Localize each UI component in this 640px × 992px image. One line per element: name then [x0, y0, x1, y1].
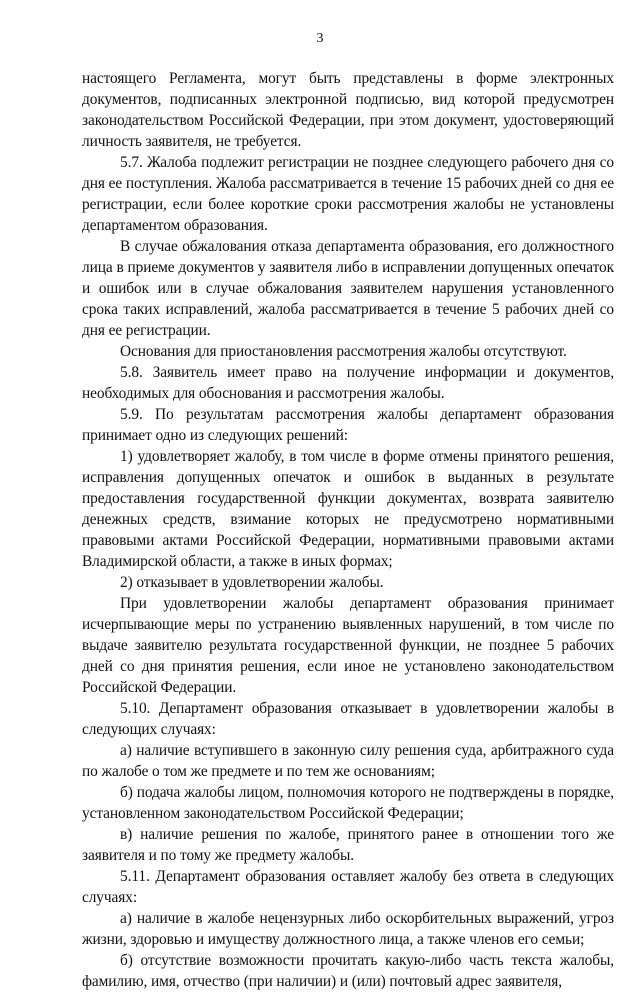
document-body	[82, 68, 614, 992]
list-item-5-10-b: б) подача жалобы лицом, полномочия которого не подтверждены в порядке, установленном законодательством Российской Федерации;	[82, 784, 614, 822]
list-item-5-11-a: а) наличие в жалобе нецензурных либо оскорбительных выражений, угроз жизни, здоровью и имуществу должностного лица, а также членов его семьи;	[82, 910, 614, 948]
list-item-5-11-b: б) отсутствие возможности прочитать какую-либо часть текста жалобы, фамилию, имя, отчество (при наличии) и (или) почтовый адрес заявителя,	[82, 952, 614, 990]
list-item-5-10-c: в) наличие решения по жалобе, принятого ранее в отношении того же заявителя и по тому же предмету жалобы.	[82, 826, 614, 864]
paragraph-5-10: 5.10. Департамент образования отказывает в удовлетворении жалобы в следующих случаях:	[82, 700, 614, 738]
paragraph-5-7: 5.7. Жалоба подлежит регистрации не позднее следующего рабочего дня со дня ее поступления. Жалоба рассматривается в течение 15 рабочих дней со дня ее регистрации, если более короткие сроки рассмотрения жалобы не установлены департаментом образования.	[82, 154, 614, 234]
paragraph-no-suspension: Основания для приостановления рассмотрения жалобы отсутствуют.	[120, 343, 567, 360]
list-item-5-9-1: 1) удовлетворяет жалобу, в том числе в форме отмены принятого решения, исправления допущенных опечаток и ошибок в выданных в результате предоставления государственной функции документах, возврата заявителю денежных средств, взимание которых не предусмотрено нормативными правовыми актами Российской Федерации, нормативными правовыми актами Владимирской области, а также в иных формах;	[82, 448, 614, 570]
paragraph-5-11: 5.11. Департамент образования оставляет жалобу без ответа в следующих случаях:	[82, 868, 614, 906]
paragraph-appeal-refusal: В случае обжалования отказа департамента образования, его должностного лица в приеме документов у заявителя либо в исправлении допущенных опечаток и ошибок или в случае обжалования заявителем нарушения установленного срока таких исправлений, жалоба рассматривается в течение 5 рабочих дней со дня ее регистрации.	[82, 238, 614, 339]
page-number: 3	[316, 31, 324, 46]
paragraph-5-9: 5.9. По результатам рассмотрения жалобы департамент образования принимает одно из следующих решений:	[82, 406, 614, 444]
paragraph-5-8: 5.8. Заявитель имеет право на получение информации и документов, необходимых для обоснования и рассмотрения жалобы.	[82, 364, 614, 402]
list-item-5-9-2: 2) отказывает в удовлетворении жалобы.	[120, 574, 384, 591]
paragraph-satisfaction-measures: При удовлетворении жалобы департамент образования принимает исчерпывающие меры по устранению выявленных нарушений, в том числе по выдаче заявителю результата государственной функции, не позднее 5 рабочих дней со дня принятия решения, если иное не установлено законодательством Российской Федерации.	[82, 595, 614, 696]
paragraph-continuation: настоящего Регламента, могут быть представлены в форме электронных документов, подписанных электронной подписью, вид которой предусмотрен законодательством Российской Федерации, при этом документ, удостоверяющий личность заявителя, не требуется.	[82, 70, 614, 150]
list-item-5-10-a: а) наличие вступившего в законную силу решения суда, арбитражного суда по жалобе о том же предмете и по тем же основаниям;	[82, 742, 614, 780]
